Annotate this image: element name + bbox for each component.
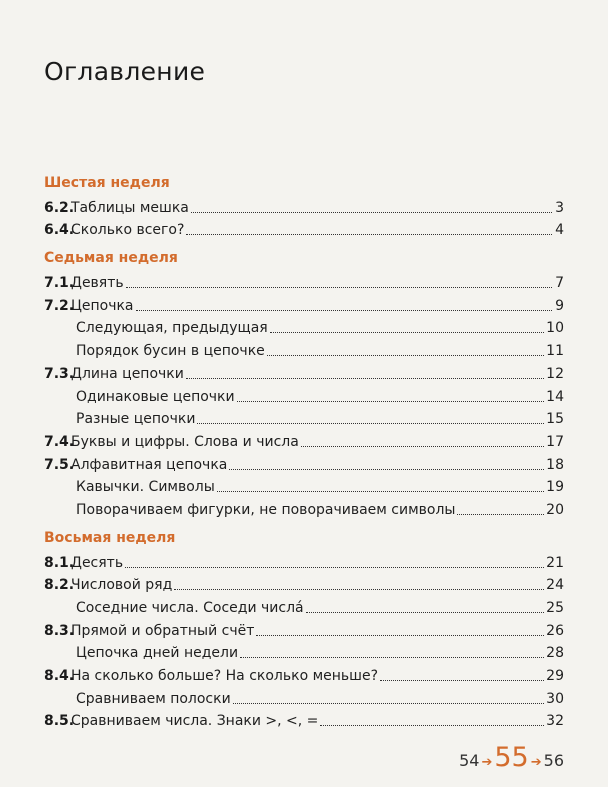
entry-label: Поворачиваем фигурки, не поворачиваем символы — [76, 501, 456, 518]
arrow-right-icon: ➔ — [530, 755, 542, 770]
toc-subentry[interactable] — [44, 406, 564, 429]
table-of-contents — [44, 172, 564, 738]
entry-page-number: 14 — [546, 388, 564, 405]
entry-label: Кавычки. Символы — [76, 479, 215, 496]
dot-leader — [191, 212, 552, 213]
entry-number: 8.1. — [44, 554, 75, 571]
section-title: Восьмая неделя — [44, 529, 176, 546]
dot-leader — [186, 234, 552, 235]
toc-subentry[interactable] — [44, 383, 564, 406]
entry-page-number: 17 — [546, 433, 564, 450]
toc-section — [44, 172, 564, 239]
entry-label: Порядок бусин в цепочке — [76, 343, 265, 360]
toc-entry[interactable] — [44, 360, 564, 383]
entry-page-number: 7 — [555, 275, 564, 292]
entry-label: Разные цепочки — [76, 411, 196, 428]
toc-entry[interactable] — [44, 194, 564, 217]
entry-number: 8.3. — [44, 622, 75, 639]
entry-number: 7.2. — [44, 297, 75, 314]
page-navigation — [459, 742, 564, 773]
toc-section — [44, 527, 564, 731]
dot-leader — [125, 567, 544, 568]
dot-leader — [457, 514, 544, 515]
dot-leader — [174, 589, 544, 590]
toc-entry[interactable] — [44, 572, 564, 595]
toc-subentry[interactable] — [44, 474, 564, 497]
toc-entry[interactable] — [44, 217, 564, 240]
dot-leader — [126, 287, 552, 288]
toc-entry[interactable] — [44, 708, 564, 731]
dot-leader — [237, 401, 545, 402]
toc-subentry[interactable] — [44, 315, 564, 338]
entry-label: Длина цепочки — [71, 365, 184, 382]
entry-label: Соседние числа. Соседи числа́ — [76, 600, 304, 616]
entry-label: Цепочка дней недели — [76, 645, 239, 662]
page-title: Оглавление — [44, 56, 206, 86]
entry-label: Следующая, предыдущая — [76, 320, 268, 337]
entry-page-number: 10 — [546, 320, 564, 337]
dot-leader — [186, 378, 544, 379]
section-title: Шестая неделя — [44, 175, 170, 191]
entry-number: 7.1. — [44, 275, 75, 292]
entry-page-number: 3 — [555, 199, 564, 216]
toc-subentry[interactable] — [44, 640, 564, 663]
entry-number: 7.3. — [44, 365, 75, 382]
dot-leader — [267, 355, 544, 356]
dot-leader — [229, 469, 544, 470]
entry-page-number: 12 — [546, 365, 564, 382]
dot-leader — [197, 423, 544, 424]
toc-subentry[interactable] — [44, 337, 564, 360]
entry-label: Буквы и цифры. Слова и числа — [71, 433, 299, 450]
entry-label: Девять — [71, 275, 124, 292]
dot-leader — [306, 612, 545, 613]
toc-entry[interactable] — [44, 617, 564, 640]
toc-section — [44, 247, 564, 519]
entry-label: Алфавитная цепочка — [71, 456, 228, 473]
entry-label: Сравниваем числа. Знаки >, <, = — [71, 713, 319, 730]
entry-page-number: 18 — [546, 456, 564, 473]
dot-leader — [256, 635, 544, 636]
entry-page-number: 20 — [546, 501, 564, 518]
toc-entry[interactable] — [44, 269, 564, 292]
entry-number: 6.4. — [44, 222, 75, 239]
toc-entry[interactable] — [44, 662, 564, 685]
toc-entry[interactable] — [44, 292, 564, 315]
dot-leader — [301, 446, 544, 447]
entry-number: 7.4. — [44, 433, 75, 450]
entry-page-number: 11 — [546, 343, 564, 360]
entry-page-number: 30 — [546, 690, 564, 707]
entry-label: Числовой ряд — [71, 577, 173, 594]
toc-entry[interactable] — [44, 451, 564, 474]
dot-leader — [320, 725, 544, 726]
entry-label: Прямой и обратный счёт — [71, 622, 255, 639]
section-title: Седьмая неделя — [44, 250, 178, 267]
entry-page-number: 15 — [546, 411, 564, 428]
entry-label: Сколько всего? — [71, 222, 185, 239]
dot-leader — [270, 332, 544, 333]
dot-leader — [233, 703, 544, 704]
entry-label: Цепочка — [71, 297, 134, 314]
dot-leader — [380, 680, 544, 681]
entry-label: Десять — [71, 554, 124, 571]
entry-page-number: 19 — [546, 479, 564, 496]
entry-label: На сколько больше? На сколько меньше? — [71, 668, 379, 685]
entry-label: Одинаковые цепочки — [76, 388, 235, 405]
entry-number: 7.5. — [44, 456, 75, 473]
toc-entry[interactable] — [44, 428, 564, 451]
entry-number: 8.4. — [44, 668, 75, 685]
toc-entry[interactable] — [44, 549, 564, 572]
dot-leader — [136, 310, 552, 311]
next-page-number[interactable]: 56 — [543, 751, 564, 770]
toc-subentry[interactable] — [44, 685, 564, 708]
entry-page-number: 24 — [546, 577, 564, 594]
toc-subentry[interactable] — [44, 496, 564, 519]
entry-label: Таблицы мешка — [71, 199, 189, 216]
entry-page-number: 29 — [546, 668, 564, 685]
entry-number: 8.5. — [44, 713, 75, 730]
entry-page-number: 9 — [555, 297, 564, 314]
entry-number: 8.2. — [44, 577, 75, 594]
entry-page-number: 26 — [546, 622, 564, 639]
toc-subentry[interactable] — [44, 594, 564, 617]
dot-leader — [240, 657, 544, 658]
entry-page-number: 32 — [546, 713, 564, 730]
entry-page-number: 21 — [546, 554, 564, 571]
entry-page-number: 4 — [555, 222, 564, 239]
dot-leader — [217, 491, 544, 492]
current-page-number: 55 — [494, 742, 529, 773]
entry-page-number: 25 — [546, 600, 564, 616]
arrow-right-icon: ➔ — [481, 755, 493, 770]
entry-page-number: 28 — [546, 645, 564, 662]
entry-number: 6.2. — [44, 199, 75, 216]
prev-page-number[interactable]: 54 — [459, 751, 480, 770]
entry-label: Сравниваем полоски — [76, 690, 231, 707]
